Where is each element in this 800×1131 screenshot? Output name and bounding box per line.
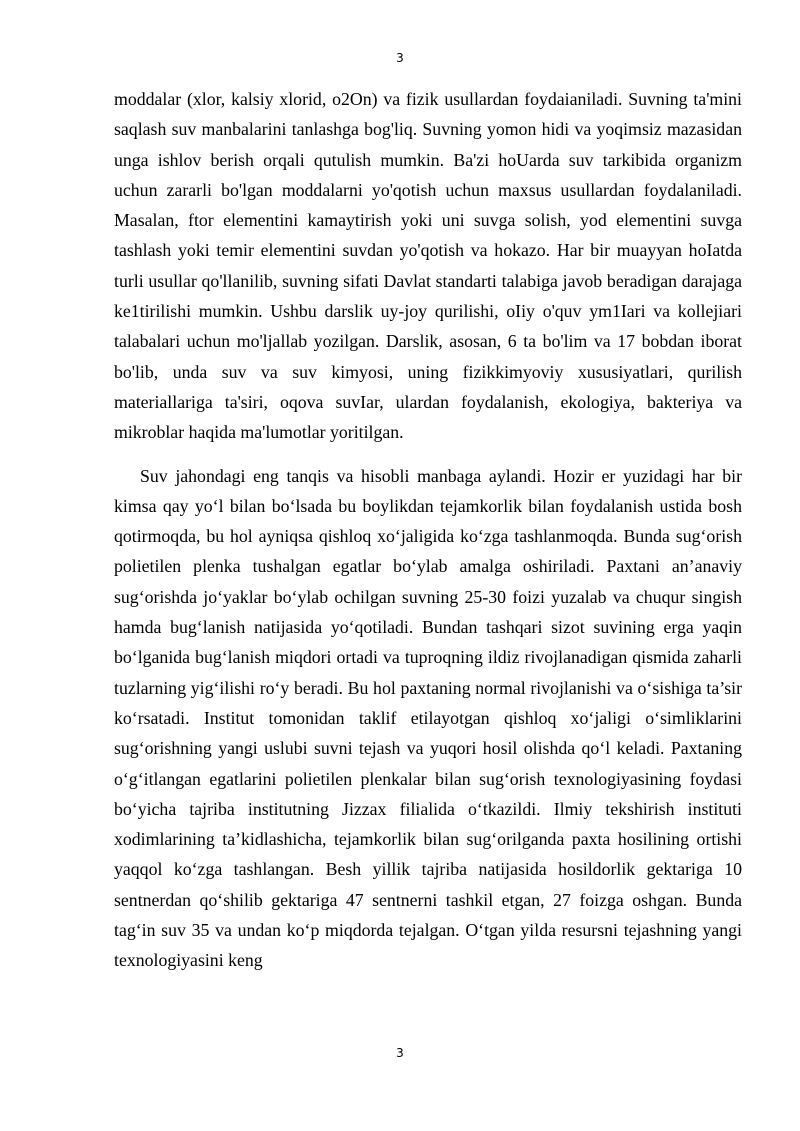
page-number-bottom: 3 <box>396 1046 404 1060</box>
paragraph-1: moddalar (xlor, kalsiy xlorid, o2On) va fizik usullardan foydaianiladi. Suvning ta'mini saqlash suv manbalarini tanlashga bog'liq. Suvning yomon hidi va yoqimsiz mazasidan unga ishlov berish orqali qutulish mumkin. Ba'zi hoUarda suv tarkibida organizm uchun zararli bo'lgan moddalarni yo'qotish uchun maxsus usullardan foydalaniladi. Masalan, ftor elementini kamaytirish yoki uni suvga solish, yod elementini suvga tashlash yoki temir elementini suvdan yo'qotish va hokazo. Har bir muayyan hoIatda turli usullar qo'llanilib, suvning sifati Davlat standarti talabiga javob beradigan darajaga ke1tirilishi mumkin. Ushbu darslik uy-joy qurilishi, oIiy o'quv ym1Iari va kollejiari talabalari uchun mo'ljallab yozilgan. Darslik, asosan, 6 ta bo'lim va 17 bobdan iborat bo'lib, unda suv va suv kimyosi, uning fizikkimyoviy xususiyatlari, qurilish materiallariga ta'siri, oqova suvIar, ulardan foydalanish, ekologiya, bakteriya va mikroblar haqida ma'lumotlar yoritilgan. <box>114 89 742 443</box>
paragraph-2: Suv jahondagi eng tanqis va hisobli manbaga aylandi. Hozir er yuzidagi har bir kimsa qay yo‘l bilan bo‘lsada bu boylikdan tejamkorlik bilan foydalanish ustida bosh qotirmoqda, bu hol ayniqsa qishloq xo‘jaligida ko‘zga tashlanmoqda. Bunda sug‘orish polietilen plenka tushalgan egatlar bo‘ylab amalga oshiriladi. Paxtani an’anaviy sug‘orishda jo‘yaklar bo‘ylab ochilgan suvning 25-30 foizi yuzalab va chuqur singish hamda bug‘lanish natijasida yo‘qotiladi. Bundan tashqari sizot suvining erga yaqin bo‘lganida bug‘lanish miqdori ortadi va tuproqning ildiz rivojlanadigan qismida zaharli tuzlarning yig‘ilishi ro‘y beradi. Bu hol paxtaning normal rivojlanishi va o‘sishiga ta’sir ko‘rsatadi. Institut tomonidan taklif etilayotgan qishloq xo‘jaligi o‘simliklarini sug‘orishning yangi uslubi suvni tejash va yuqori hosil olishda qo‘l keladi. Paxtaning o‘g‘itlangan egatlarini polietilen plenkalar bilan sug‘orish texnologiyasining foydasi bo‘yicha tajriba institutning Jizzax filialida o‘tkazildi. Ilmiy tekshirish instituti xodimlarining ta’kidlashicha, tejamkorlik bilan sug‘orilganda paxta hosilining ortishi yaqqol ko‘zga tashlangan. Besh yillik tajriba natijasida hosildorlik gektariga 10 sentnerdan qo‘shilib gektariga 47 sentnerni tashkil etgan, 27 foizga oshgan. Bunda tag‘in suv 35 va undan ko‘p miqdorda tejalgan. O‘tgan yilda resursni tejashning yangi texnologiyasini keng <box>114 465 742 971</box>
page-number-top: 3 <box>396 51 404 65</box>
document-body <box>114 84 742 976</box>
